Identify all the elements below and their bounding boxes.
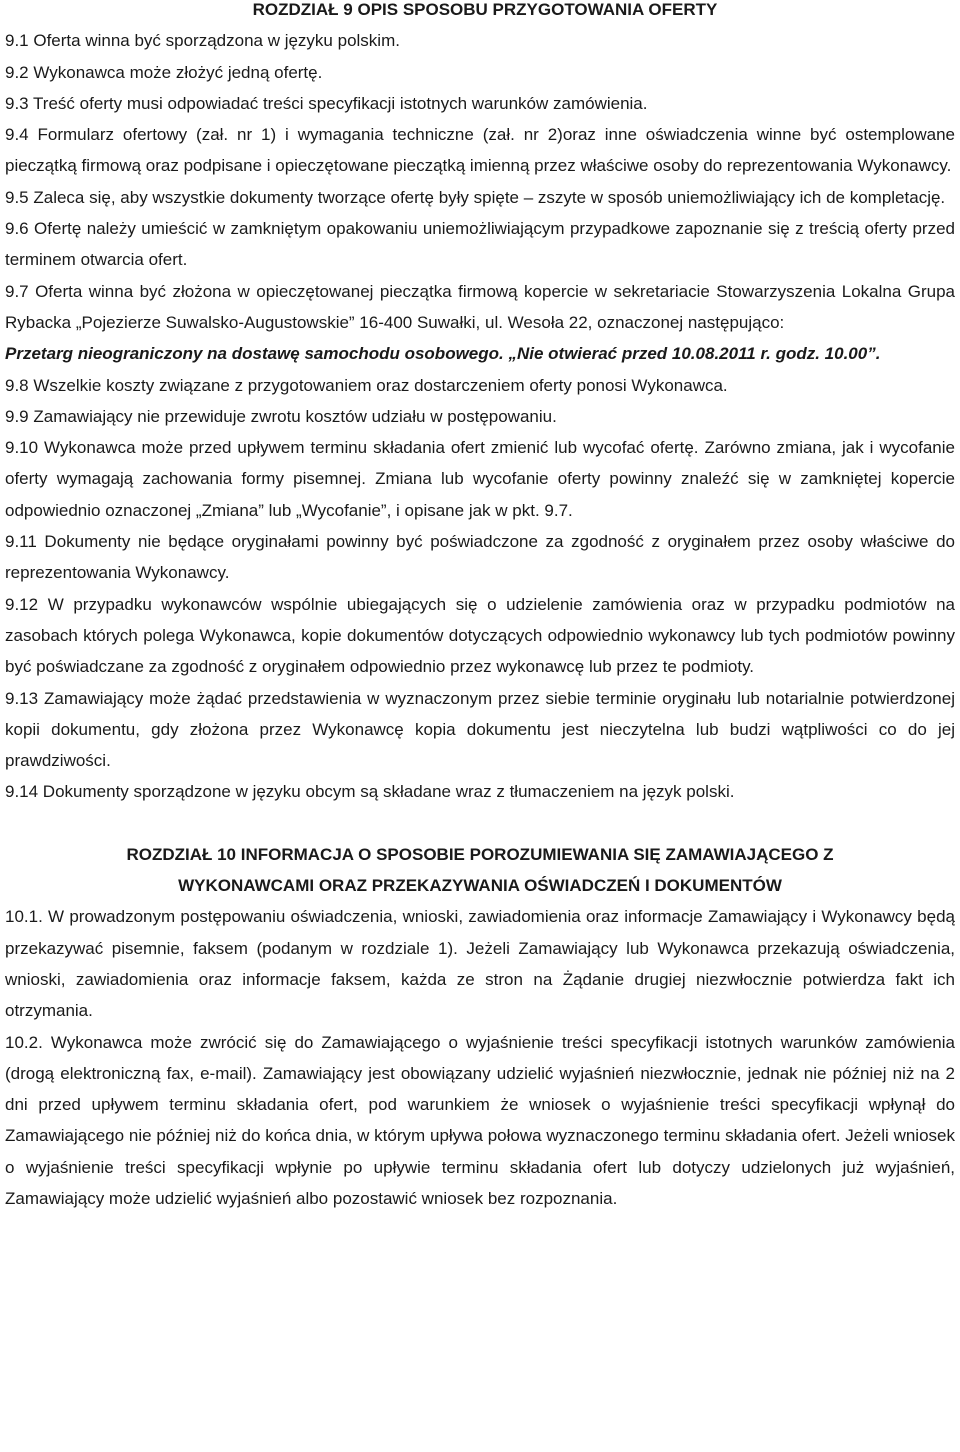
paragraph-9-8: 9.8 Wszelkie koszty związane z przygotowaniem oraz dostarczeniem oferty ponosi Wykonawca. [5, 375, 728, 395]
paragraph-9-3: 9.3 Treść oferty musi odpowiadać treści specyfikacji istotnych warunków zamówienia. [5, 93, 648, 113]
paragraph-9-5: 9.5 Zaleca się, aby wszystkie dokumenty tworzące ofertę były spięte – zszyte w sposób uniemożliwiający ich de kompletację. [5, 187, 946, 207]
paragraph-9-1: 9.1 Oferta winna być sporządzona w języku polskim. [5, 31, 400, 51]
paragraph-9-4: 9.4 Formularz ofertowy (zał. nr 1) i wymagania techniczne (zał. nr 2)oraz inne oświadczenia winne być ostemplowane pieczątką firmową oraz podpisane i opieczętowane pieczątką imienną przez właściwe osoby do reprezentowania Wykonawcy. [5, 125, 955, 176]
paragraph-9-13: 9.13 Zamawiający może żądać przedstawienia w wyznaczonym przez siebie terminie oryginału lub notarialnie potwierdzonej kopii dokumentu, gdy złożona przez Wykonawcę kopia dokumentu jest nieczytelna lub budzi wątpliwości co do jej prawdziwości. [5, 688, 955, 771]
paragraph-9-9: 9.9 Zamawiający nie przewiduje zwrotu kosztów udziału w postępowaniu. [5, 406, 557, 426]
paragraph-10-1: 10.1. W prowadzonym postępowaniu oświadczenia, wnioski, zawiadomienia oraz informacje Zamawiający i Wykonawcy będą przekazywać pisemnie, faksem (podanym w rozdziale 1). Jeżeli Zamawiający lub Wykonawca przekazują oświadczenia, wnioski, zawiadomienia oraz informacje faksem, każda ze stron na Żądanie drugiej niezwłocznie potwierdza fakt ich otrzymania. [5, 907, 955, 1021]
paragraph-9-6: 9.6 Ofertę należy umieścić w zamkniętym opakowaniu uniemożliwiającym przypadkowe zapoznanie się z treścią oferty przed terminem otwarcia ofert. [5, 219, 955, 270]
chapter-9-heading: ROZDZIAŁ 9 OPIS SPOSOBU PRZYGOTOWANIA OFERTY [252, 0, 718, 19]
paragraph-9-2: 9.2 Wykonawca może złożyć jedną ofertę. [5, 62, 323, 82]
paragraph-9-7: 9.7 Oferta winna być złożona w opieczętowanej pieczątka firmową kopercie w sekretariacie Stowarzyszenia Lokalna Grupa Rybacka „Pojezierze Suwalsko-Augustowskie” 16-400 Suwałki, ul. Wesoła 22, oznaczonej następująco: [5, 281, 955, 332]
paragraph-9-14: 9.14 Dokumenty sporządzone w języku obcym są składane wraz z tłumaczeniem na język polski. [5, 782, 735, 802]
chapter-10-heading-line-2: WYKONAWCAMI ORAZ PRZEKAZYWANIA OŚWIADCZEŃ I DOKUMENTÓW [178, 876, 782, 896]
chapter-10-heading-line-1: ROZDZIAŁ 10 INFORMACJA O SPOSOBIE POROZUMIEWANIA SIĘ ZAMAWIAJĄCEGO Z [126, 844, 834, 864]
document-page [5, 0, 955, 1214]
envelope-marking: Przetarg nieograniczony na dostawę samochodu osobowego. „Nie otwierać przed 10.08.2011 r. godz. 10.00”. [5, 344, 881, 364]
paragraph-9-10: 9.10 Wykonawca może przed upływem terminu składania ofert zmienić lub wycofać ofertę. Zarówno zmiana, jak i wycofanie oferty wymagają zachowania formy pisemnej. Zmiana lub wycofanie oferty powinny znaleźć się w zamkniętej kopercie odpowiednio oznaczonej „Zmiana” lub „Wycofanie”, i opisane jak w pkt. 9.7. [5, 438, 955, 520]
paragraph-9-11: 9.11 Dokumenty nie będące oryginałami powinny być poświadczone za zgodność z oryginałem przez osoby właściwe do reprezentowania Wykonawcy. [5, 532, 955, 583]
paragraph-9-12: 9.12 W przypadku wykonawców wspólnie ubiegających się o udzielenie zamówienia oraz w przypadku podmiotów na zasobach których polega Wykonawca, kopie dokumentów dotyczących odpowiednio wykonawcy lub tych podmiotów powinny być poświadczane za zgodność z oryginałem odpowiednio przez wykonawcę lub przez te podmioty. [5, 594, 955, 677]
paragraph-10-2: 10.2. Wykonawca może zwrócić się do Zamawiającego o wyjaśnienie treści specyfikacji istotnych warunków zamówienia (drogą elektroniczną fax, e-mail). Zamawiający jest obowiązany udzielić wyjaśnień niezwłocznie, jednak nie później niż na 2 dni przed upływem terminu składania ofert, pod warunkiem że wniosek o wyjaśnienie treści specyfikacji wpłynął do Zamawiającego nie później niż do końca dnia, w którym upływa połowa wyznaczonego terminu składania ofert. Jeżeli wniosek o wyjaśnienie treści specyfikacji wpłynie po upływie terminu składania ofert lub dotyczy udzielonych już wyjaśnień, Zamawiający może udzielić wyjaśnień albo pozostawić wniosek bez rozpoznania. [5, 1032, 955, 1208]
